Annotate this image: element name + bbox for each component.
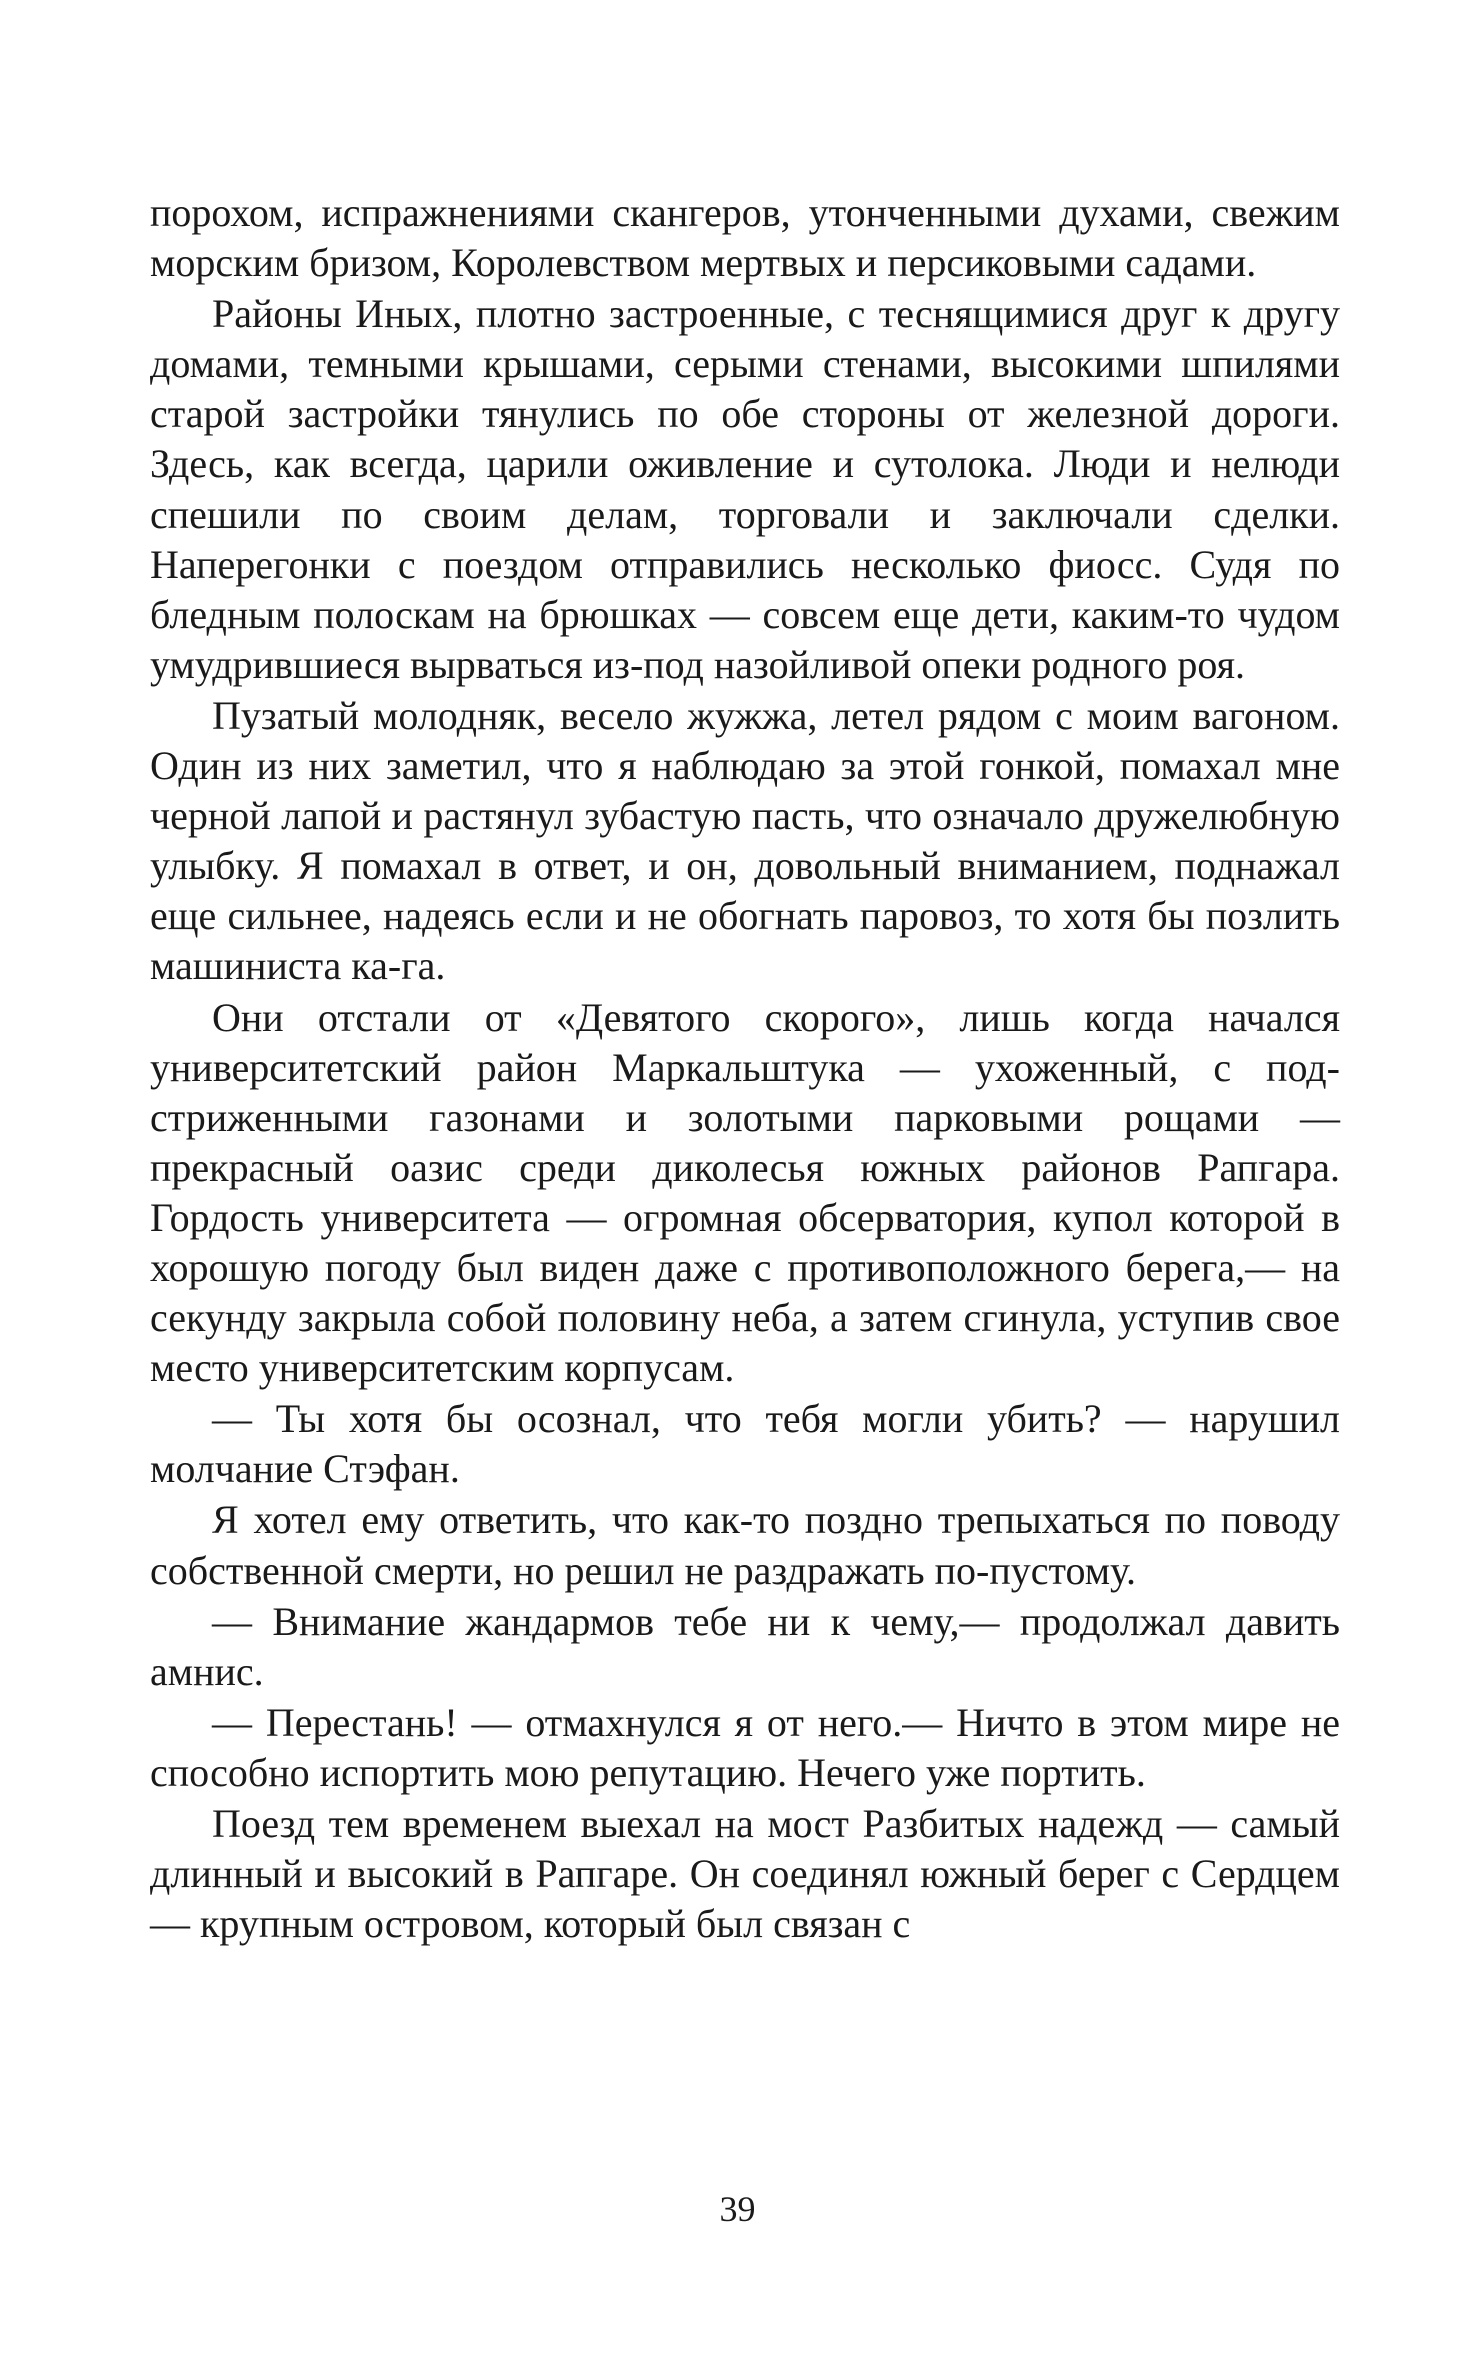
- body-text: [150, 188, 1340, 1950]
- paragraph: — Ты хотя бы осознал, что тебя могли убить? — нарушил молчание Стэфан.: [150, 1396, 1340, 1492]
- paragraph: — Перестань! — отмахнулся я от него.— Ничто в этом мире не способно испортить мою репутацию. Нечего уже портить.: [150, 1699, 1340, 1795]
- paragraph: Я хотел ему ответить, что как-то поздно трепыхаться по поводу собственной смерти, но решил не раздражать по-пустому.: [150, 1497, 1340, 1593]
- paragraph: Они отстали от «Девятого скорого», лишь когда начался университетский район Маркальштука — ухоженный, с подстриженными газонами и золотыми парковыми рощами — прекрасный оазис среди диколесья южных районов Рапгара. Гордость университета — огромная обсерватория, купол которой в хорошую погоду был виден даже с противоположного берега,— на секунду закрыла собой половину неба, а затем сгинула, уступив свое место университетским корпусам.: [150, 994, 1340, 1391]
- paragraph: Пузатый молодняк, весело жужжа, летел рядом с моим вагоном. Один из них заметил, что я наблюдаю за этой гонкой, помахал мне черной лапой и растянул зубастую пасть, что означало дружелюбную улыбку. Я помахал в ответ, и он, довольный вниманием, поднажал еще сильнее, надеясь если и не обогнать паровоз, то хотя бы позлить машиниста ка-га.: [150, 692, 1340, 989]
- paragraph: Поезд тем временем выехал на мост Разбитых надежд — самый длинный и высокий в Рапгаре. Он соединял южный берег с Сердцем — крупным островом, который был связан с: [150, 1801, 1340, 1947]
- paragraph: Районы Иных, плотно застроенные, с теснящимися друг к другу домами, темными крышами, серыми стенами, высокими шпилями старой застройки тянулись по обе стороны от железной дороги. Здесь, как всегда, царили оживление и сутолока. Люди и нелюди спешили по своим делам, торговали и заключали сделки. Наперегонки с поездом отправились несколько фиосс. Судя по бледным полоскам на брюшках — совсем еще дети, каким-то чудом умудрившиеся вырваться из-под назойливой опеки родного роя.: [150, 291, 1340, 687]
- paragraph: порохом, испражнениями скангеров, утонченными духами, свежим морским бризом, Королевством мертвых и персиковыми садами.: [150, 190, 1340, 286]
- page-number: 39: [719, 2189, 756, 2229]
- paragraph: — Внимание жандармов тебе ни к чему,— продолжал давить амнис.: [150, 1598, 1340, 1694]
